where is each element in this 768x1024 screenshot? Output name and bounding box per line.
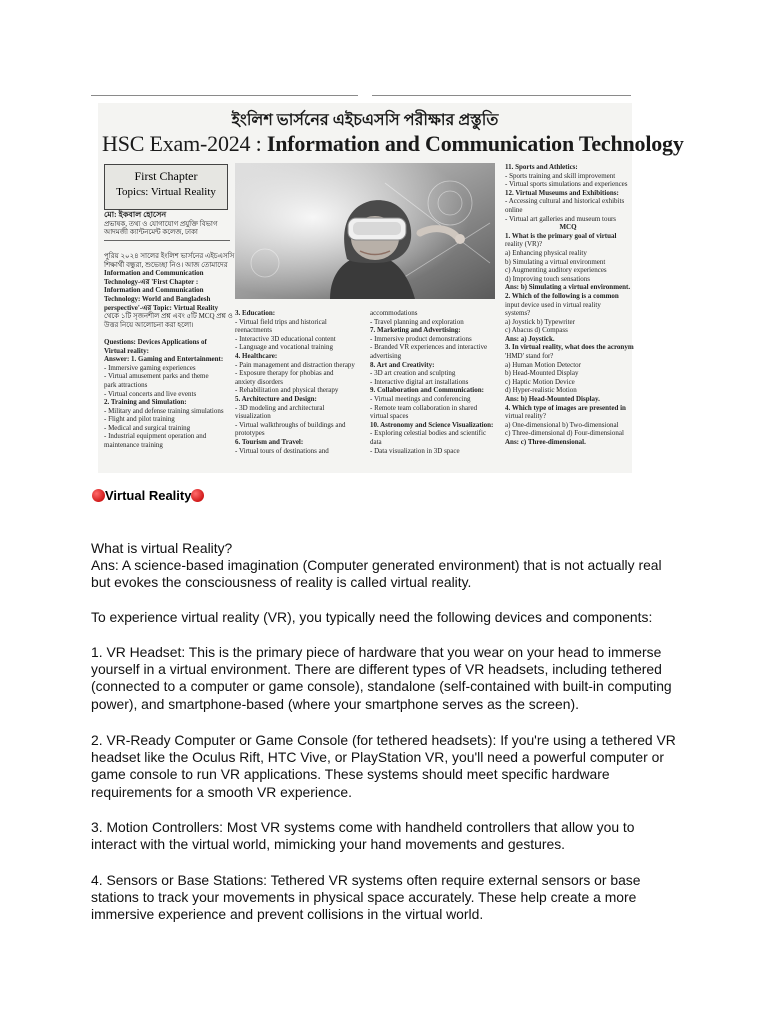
clipping-text-line: Questions: Devices Applications of <box>104 337 207 346</box>
clipping-text-line: virtual spaces <box>370 412 409 421</box>
clipping-text-line: Technology: World and Bangladesh <box>104 294 211 303</box>
paragraph-line: Ans: A science-based imagination (Computer generated environment) that is not actually real <box>91 557 662 574</box>
clipping-text-line: 4. Healthcare: <box>235 351 278 360</box>
clipping-text-line: b) Simulating a virtual environment <box>505 257 606 266</box>
clipping-text-line: 7. Marketing and Advertising: <box>370 326 461 335</box>
clipping-text-line: - Exposure therapy for phobias and <box>235 369 334 378</box>
clipping-text-line: Ans: c) Three-dimensional. <box>505 438 586 446</box>
paragraph-line: yourself in a virtual environment. There are different types of VR headsets, including tethered <box>91 661 662 678</box>
virtual-reality-heading <box>92 488 204 503</box>
clipping-column-3 <box>370 309 496 455</box>
clipping-text-line: - Virtual walkthroughs of buildings and <box>235 420 346 429</box>
paragraph-line: requirements for a smooth VR experience. <box>91 783 352 800</box>
clipping-text-line: 3. In virtual reality, what does the acronym <box>505 343 634 352</box>
clipping-text-line: reality (VR)? <box>505 240 543 249</box>
clipping-text-line: - Virtual art galleries and museum tours <box>505 214 617 223</box>
paragraph-definition <box>91 540 691 592</box>
clipping-text-line: - Interactive digital art installations <box>370 377 469 386</box>
chapter-line-2: Topics: Virtual Reality <box>116 186 216 198</box>
clipping-column-1 <box>104 252 235 450</box>
clipping-text-line: d) Improving touch sensations <box>505 274 590 283</box>
red-circle-icon <box>92 489 105 502</box>
clipping-text-line: - Medical and surgical training <box>104 423 191 432</box>
paragraph-line: 2. VR-Ready Computer or Game Console (for tethered headsets): If you're using a tethered VR <box>91 732 676 748</box>
clipping-text-line: - Data visualization in 3D space <box>370 446 460 455</box>
clipping-text-line: পুরিয় ২০২৪ সালের ইংলিশ ভার্সনের এইচএসসি <box>104 252 235 260</box>
chapter-line-1: First Chapter <box>134 169 198 183</box>
clipping-column-2 <box>235 309 361 455</box>
paragraph-vr-headset <box>91 644 691 713</box>
clipping-text-line: - Language and vocational training <box>235 343 333 352</box>
vr-headset-photo <box>235 163 495 299</box>
clipping-text-line: c) Augmenting auditory experiences <box>505 266 607 275</box>
clipping-text-line: 5. Architecture and Design: <box>235 394 317 403</box>
clipping-text-line: - Virtual meetings and conferencing <box>370 394 471 403</box>
clipping-text-line: MCQ <box>559 223 577 232</box>
paragraph-line: power), and smartphone-based (where your smartphone serves as the screen). <box>91 695 579 712</box>
clipping-text-line: Information and Communication <box>104 269 204 278</box>
clipping-text-line: 9. Collaboration and Communication: <box>370 386 484 395</box>
clipping-text-line: c) Haptic Motion Device <box>505 377 575 386</box>
author-name: মো: ইকবাল হোসেন <box>104 210 167 219</box>
clipping-text-line: শিক্ষার্থী বন্ধুরা, শুভেচ্ছা নিও। আজ তোমাদের <box>104 260 228 269</box>
clipping-text-line: a) Enhancing physical reality <box>505 248 587 257</box>
clipping-column-4 <box>505 163 634 447</box>
clipping-text-line: 12. Virtual Museums and Exhibitions: <box>505 188 619 197</box>
paragraph-motion-controllers <box>91 819 691 853</box>
author-divider <box>104 240 230 241</box>
paragraph-line: immersive experience and prevent collisions in the virtual world. <box>91 906 484 923</box>
paragraph-line: 1. VR Headset: This is the primary piece of hardware that you wear on your head to immerse <box>91 644 662 660</box>
paragraph-line: but evokes the consciousness of reality is called virtual reality. <box>91 574 472 591</box>
clipping-text-line: 1. What is the primary goal of virtual <box>505 231 617 240</box>
clipping-text-line: - Virtual tours of destinations and <box>235 446 329 455</box>
title-prefix: HSC Exam-2024 : <box>102 131 267 156</box>
clipping-text-line: Technology-এর 'First Chapter : <box>104 277 199 286</box>
paragraph-line: 3. Motion Controllers: Most VR systems come with handheld controllers that allow you to <box>91 819 635 835</box>
clipping-text-line: c) Abacus d) Compass <box>505 326 568 335</box>
paragraph-line: game console to run VR applications. These systems should meet specific hardware <box>91 766 610 783</box>
clipping-text-line: 4. Which type of images are presented in <box>505 403 626 412</box>
paragraph-line: What is virtual Reality? <box>91 540 233 556</box>
clipping-text-line: 2. Which of the following is a common <box>505 291 619 300</box>
clipping-text-line: Answer: 1. Gaming and Entertainment: <box>104 355 224 364</box>
clipping-text-line: - Virtual field trips and historical <box>235 317 327 326</box>
clipping-text-line: - Branded VR experiences and interactive <box>370 343 488 352</box>
clipping-text-line: a) Human Motion Detector <box>505 360 582 369</box>
clipping-text-line: - 3D art creation and sculpting <box>370 369 456 378</box>
author-block <box>104 211 230 244</box>
clipping-text-line: 3. Education: <box>235 309 276 317</box>
top-rule-left <box>91 95 358 96</box>
clipping-text-line: Virtual reality: <box>104 346 149 355</box>
clipping-text-line: anxiety disorders <box>235 377 284 386</box>
clipping-text-line: - Travel planning and exploration <box>370 317 464 326</box>
clipping-text-line: - Accessing cultural and historical exhibits <box>505 197 625 206</box>
clipping-text-line: - Rehabilitation and physical therapy <box>235 386 339 395</box>
clipping-text-line: Ans: a) Joystick. <box>505 334 555 343</box>
clipping-text-line: park attractions <box>104 380 148 389</box>
clipping-text-line: reenactments <box>235 326 272 335</box>
clipping-text-line: উত্তর নিয়ে আলোচনা করা হলো। <box>104 320 194 329</box>
clipping-text-line: b) Head-Mounted Display <box>505 369 579 378</box>
clipping-text-line: a) One-dimensional b) Two-dimensional <box>505 420 619 429</box>
paragraph-line: 4. Sensors or Base Stations: Tethered VR systems often require external sensors or base <box>91 872 641 888</box>
clipping-text-line: - Immersive product demonstrations <box>370 334 472 343</box>
clipping-text-line: - Sports training and skill improvement <box>505 171 616 180</box>
top-rule-right <box>372 95 631 96</box>
title-main: Information and Communication Technology <box>266 131 684 156</box>
clipping-text-line: - Virtual concerts and live events <box>104 389 197 398</box>
paragraph-line: To experience virtual reality (VR), you typically need the following devices and components: <box>91 609 653 625</box>
clipping-text-line: - Pain management and distraction therapy <box>235 360 355 369</box>
paragraph-line: headset like the Oculus Rift, HTC Vive, or PlayStation VR, you'll need a powerful computer or <box>91 749 664 766</box>
paragraph-line: interact with the virtual world, mimicking your hand movements and gestures. <box>91 836 566 853</box>
clipping-text-line: 10. Astronomy and Science Visualization: <box>370 420 494 429</box>
clipping-text-line: Ans: b) Head-Mounted Display. <box>505 395 600 404</box>
clipping-text-line: visualization <box>235 412 271 421</box>
author-role: প্রভাষক, তথ্য ও যোগাযোগ প্রযুক্তি বিভাগ <box>104 219 218 228</box>
clipping-text-line: input device used in virtual reality <box>505 300 601 309</box>
clipping-text-line: 'HMD' stand for? <box>505 352 554 361</box>
clipping-text-line: 11. Sports and Athletics: <box>505 163 578 171</box>
clipping-text-line: online <box>505 205 523 214</box>
clipping-text-line: - Exploring celestial bodies and scientific <box>370 429 487 438</box>
clipping-text-line: - Virtual amusement parks and theme <box>104 372 209 381</box>
clipping-text-line: - Interactive 3D educational content <box>235 334 336 343</box>
clipping-text-line: - Flight and pilot training <box>104 415 175 424</box>
red-circle-icon <box>191 489 204 502</box>
clipping-text-line: থেকে ১টি সৃজনশীল প্রশ্ন এবং ৫টি MCQ প্রশ্ন ও <box>104 312 233 321</box>
chapter-box <box>104 164 228 210</box>
clipping-text-line: - Military and defense training simulations <box>104 406 224 415</box>
clipping-text-line: - Industrial equipment operation and <box>104 432 207 441</box>
clipping-text-line: advertising <box>370 351 402 360</box>
clipping-text-line: 8. Art and Creativity: <box>370 360 435 369</box>
paragraph-vr-computer <box>91 732 691 801</box>
paragraph-sensors <box>91 872 691 924</box>
clipping-text-line: Ans: b) Simulating a virtual environment. <box>505 283 631 292</box>
clipping-text-line: a) Joystick b) Typewriter <box>505 317 575 326</box>
bangla-heading: ইংলিশ ভার্সনের এইচএসসি পরীক্ষার প্রস্তুতি <box>231 112 499 129</box>
clipping-text-line: - Immersive gaming experiences <box>104 363 196 372</box>
clipping-text-line: - Remote team collaboration in shared <box>370 403 478 412</box>
clipping-text-line: prototypes <box>235 429 265 438</box>
clipping-text-line: 2. Training and Simulation: <box>104 398 187 407</box>
clipping-text-line: maintenance training <box>104 441 163 450</box>
clipping-text-line: c) Three-dimensional d) Four-dimensional <box>505 429 624 438</box>
paragraph-devices-intro <box>91 609 691 626</box>
clipping-title <box>102 131 684 157</box>
author-college: আদমজী ক্যান্টনমেন্ট কলেজ, ঢাকা <box>104 228 198 237</box>
clipping-text-line: virtual reality? <box>505 412 547 421</box>
clipping-text-line: data <box>370 437 382 446</box>
clipping-text-line: accommodations <box>370 309 418 317</box>
paragraph-line: stations to track your movements in physical space accurately. These help create a more <box>91 889 637 906</box>
paragraph-line: (connected to a computer or game console), standalone (self-contained with built-in computing <box>91 678 672 695</box>
clipping-text-line <box>104 329 230 338</box>
clipping-text-line: - 3D modeling and architectural <box>235 403 325 412</box>
clipping-text-line: - Virtual sports simulations and experiences <box>505 180 628 189</box>
clipping-text-line: Information and Communication <box>104 286 204 295</box>
clipping-text-line: perspective'-এর Topic: Virtual Reality <box>104 303 219 312</box>
vr-photo-graphic <box>235 163 495 299</box>
newspaper-clipping <box>98 103 684 473</box>
clipping-text-line: systems? <box>505 309 531 318</box>
clipping-text-line: 6. Tourism and Travel: <box>235 437 304 446</box>
heading-text: Virtual Reality <box>105 488 192 503</box>
clipping-text-line: d) Hyper-realistic Motion <box>505 386 577 395</box>
